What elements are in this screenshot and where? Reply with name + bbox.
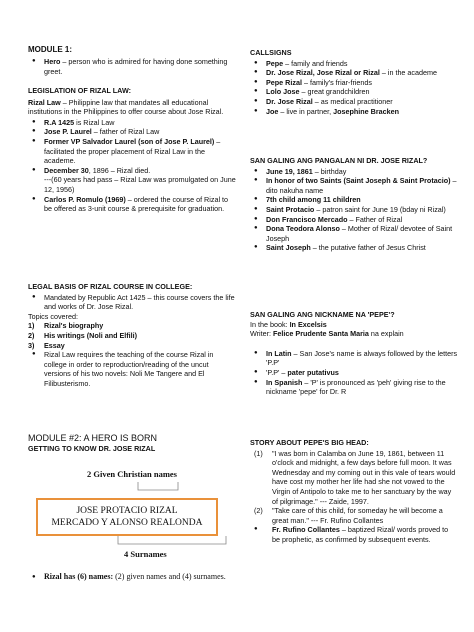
story-item-2: (2) "Take care of this child, for someday he will become a great man." --- Fr. Rufino Collantes (254, 506, 443, 525)
rizal-names-bullet: ● Rizal has (6) names: (2) given names and (4) surnames. (28, 572, 236, 582)
list-item: ● Saint Joseph – the putative father of Jesus Christ (250, 243, 458, 253)
list-item: ● Pepe – family and friends (250, 59, 458, 69)
list-item: ● Lolo Jose – great grandchildren (250, 87, 458, 97)
story-title: STORY ABOUT PEPE'S BIG HEAD: (250, 438, 369, 447)
list-item: ● Joe – live in partner, Josephine Bracken (250, 107, 458, 117)
full-name-line2: MERCADO Y ALONSO REALONDA (51, 518, 203, 528)
list-item: ● Dr. Jose Rizal – as medical practitioner (250, 97, 458, 107)
callsigns-list (250, 59, 458, 117)
legal-basis-title: LEGAL BASIS OF RIZAL COURSE IN COLLEGE: (28, 282, 193, 291)
pangalan-title: SAN GALING ANG PANGALAN NI DR. JOSE RIZAL? (250, 156, 428, 165)
collantes-bullet: ● Fr. Rufino Collantes – baptized Rizal/ words proved to be prophetic, as confirmed by subsequent events. (250, 525, 458, 544)
list-item: ● Carlos P. Romulo (1969) – ordered the course of Rizal to be offered as 3-unit course & prerequisite for graduation. (28, 195, 236, 214)
callsigns-title: CALLSIGNS (250, 48, 292, 57)
list-item: ● Dr. Jose Rizal, Jose Rizal or Rizal – in the academe (250, 68, 458, 78)
nickname-title: SAN GALING ANG NICKNAME NA 'PEPE'? (250, 310, 395, 319)
book-line: In the book: In Excelsis (250, 319, 327, 329)
pangalan-list (250, 167, 458, 253)
story-list (250, 449, 458, 526)
rizal-law-requirement: ● Rizal Law requires the teaching of the course Rizal in college in order to reproduction/reading of the uncut versions of his two novels: Noli Me Tangere and El Filibusterismo. (28, 350, 236, 388)
topics-label: Topics covered: (28, 311, 78, 321)
legislation-title: LEGISLATION OF RIZAL LAW: (28, 86, 132, 95)
module1-title: MODULE 1: (28, 45, 72, 54)
list-item: ● Former VP Salvador Laurel (son of Jose P. Laurel) – facilitated the proper placement of Rizal Law in the academe. (28, 137, 236, 166)
topic-item: 1) Rizal's biography (28, 321, 104, 331)
surnames-label: 4 Surnames (124, 549, 167, 559)
law-items-list (28, 118, 236, 214)
list-item: ● December 30, 1896 – Rizal died. (28, 166, 236, 176)
list-item: ● Dona Teodora Alonso – Mother of Rizal/ devotee of Saint Joseph (250, 224, 458, 243)
topics-list (28, 321, 236, 350)
bracket-connector (128, 480, 188, 500)
topic-item: 3) Essay (28, 340, 65, 350)
hero-bullet: ● Hero – person who is admired for having done something greet. (28, 57, 236, 76)
list-item: ---(60 years had pass – Rizal Law was promulgated on June 12, 1956) (44, 175, 236, 194)
nickname-list (250, 349, 458, 397)
list-item: ● Saint Protacio – patron saint for June 19 (bday ni Rizal) (250, 205, 458, 215)
list-item: ● In honor of two Saints (Saint Joseph & Saint Protacio) – dito nakuha name (250, 176, 458, 195)
list-item: ● In Latin – San Jose's name is always followed by the letters 'P.P' (250, 349, 458, 368)
list-item: ● 7th child among 11 children (250, 195, 458, 205)
list-item: ● Pepe Rizal – family's friar-friends (250, 78, 458, 88)
given-names-label: 2 Given Christian names (87, 469, 177, 479)
list-item: ● 'P.P' – pater putativus (250, 368, 458, 378)
writer-line: Writer: Felice Prudente Santa Maria na explain (250, 329, 404, 339)
list-item: ● June 19, 1861 – birthday (250, 167, 458, 177)
list-item: ● Jose P. Laurel – father of Rizal Law (28, 127, 236, 137)
list-item: ● Don Francisco Mercado – Father of Rizal (250, 215, 458, 225)
full-name-line1: JOSE PROTACIO RIZAL (76, 506, 178, 516)
legal-bullet: ● Mandated by Republic Act 1425 – this course covers the life and works of Dr. Jose Rizal. (28, 293, 236, 312)
getting-to-know-title: GETTING TO KNOW DR. JOSE RIZAL (28, 444, 156, 453)
module2-title: MODULE #2: A HERO IS BORN (28, 433, 158, 443)
rizal-law-definition: Rizal Law – Philippine law that mandates all educational institutions in the Philippines to offer course about Jose Rizal. (28, 97, 224, 117)
list-item: ● In Spanish – 'P' is pronounced as 'peh' giving rise to the nickname 'pepe' for Dr. R (250, 378, 458, 397)
full-name-box (36, 498, 218, 536)
list-item: ● R.A 1425 is Rizal Law (28, 118, 236, 128)
topic-item: 2) His writings (Noli and Elfili) (28, 330, 138, 340)
story-item-1: (1) "I was born in Calamba on June 19, 1861, between 11 o'clock and midnight, a few days before full moon. It was Wednesday and my coming out in this vale of tears would have cost my mother her life had she not vowed to the Virgin of Antipolo to take me to her sanctuary by the way of pilgrimage." --- Zaide, 1997. (254, 448, 456, 506)
